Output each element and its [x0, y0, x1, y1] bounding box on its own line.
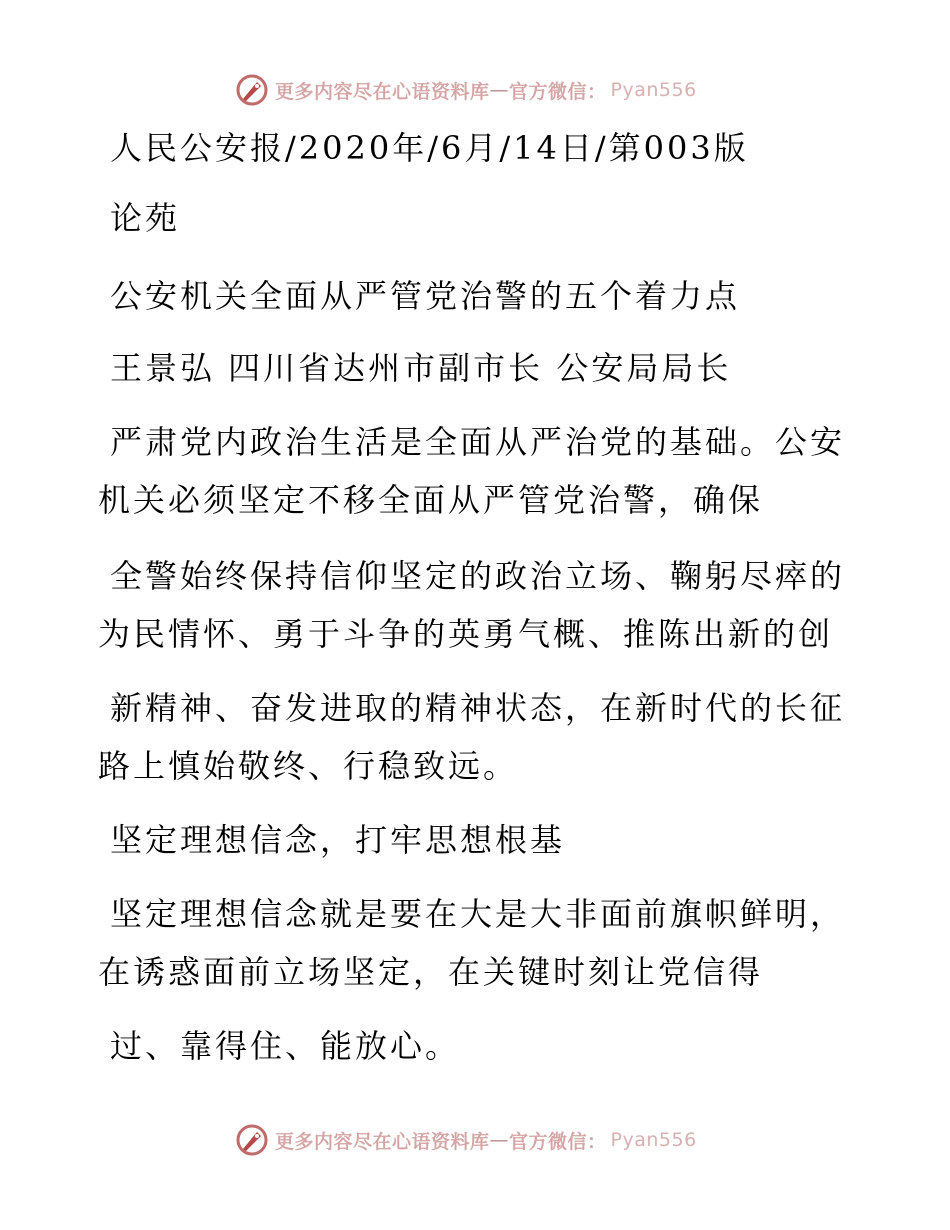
paragraph-line: 严肃党内政治生活是全面从严治党的基础。公安 — [110, 423, 846, 461]
source-line: 人民公安报/2020年/6月/14日/第003版 — [110, 129, 749, 167]
paragraph-line: 全警始终保持信仰坚定的政治立场、鞠躬尽瘁的 — [110, 557, 846, 595]
paragraph-line: 过、靠得住、能放心。 — [110, 1027, 461, 1065]
paragraph-line: 为民情怀、勇于斗争的英勇气概、推陈出新的创 — [98, 615, 834, 653]
column-name: 论苑 — [110, 199, 181, 237]
paragraph-line: 机关必须坚定不移全面从严管党治警，确保 — [98, 481, 764, 519]
watermark-separator: — — [489, 1129, 510, 1151]
paragraph-line: 新精神、奋发进取的精神状态，在新时代的长征 — [110, 689, 846, 727]
watermark-label: 官方微信： — [509, 1130, 607, 1153]
paragraph-line: 坚定理想信念就是要在大是大非面前旗帜鲜明， — [110, 895, 846, 933]
paragraph-line: 路上慎始敬终、行稳致远。 — [98, 747, 519, 785]
author-line: 王景弘 四川省达州市副市长 公安局局长 — [110, 349, 732, 387]
watermark-account: Pyan556 — [610, 79, 697, 101]
watermark-header — [235, 72, 697, 108]
paragraph-line: 在诱惑面前立场坚定，在关键时刻让党信得 — [98, 953, 764, 991]
watermark-brand: 更多内容尽在心语资料库 — [275, 1130, 490, 1153]
watermark-brand: 更多内容尽在心语资料库 — [275, 80, 490, 103]
article-title: 公安机关全面从严管党治警的五个着力点 — [110, 277, 741, 315]
watermark-footer — [235, 1122, 697, 1158]
pen-nib-circle-icon — [235, 73, 269, 107]
watermark-account: Pyan556 — [610, 1129, 697, 1151]
section-heading: 坚定理想信念，打牢思想根基 — [110, 821, 566, 859]
pen-nib-circle-icon — [235, 1123, 269, 1157]
watermark-separator: — — [489, 79, 510, 101]
watermark-label: 官方微信： — [509, 80, 607, 103]
